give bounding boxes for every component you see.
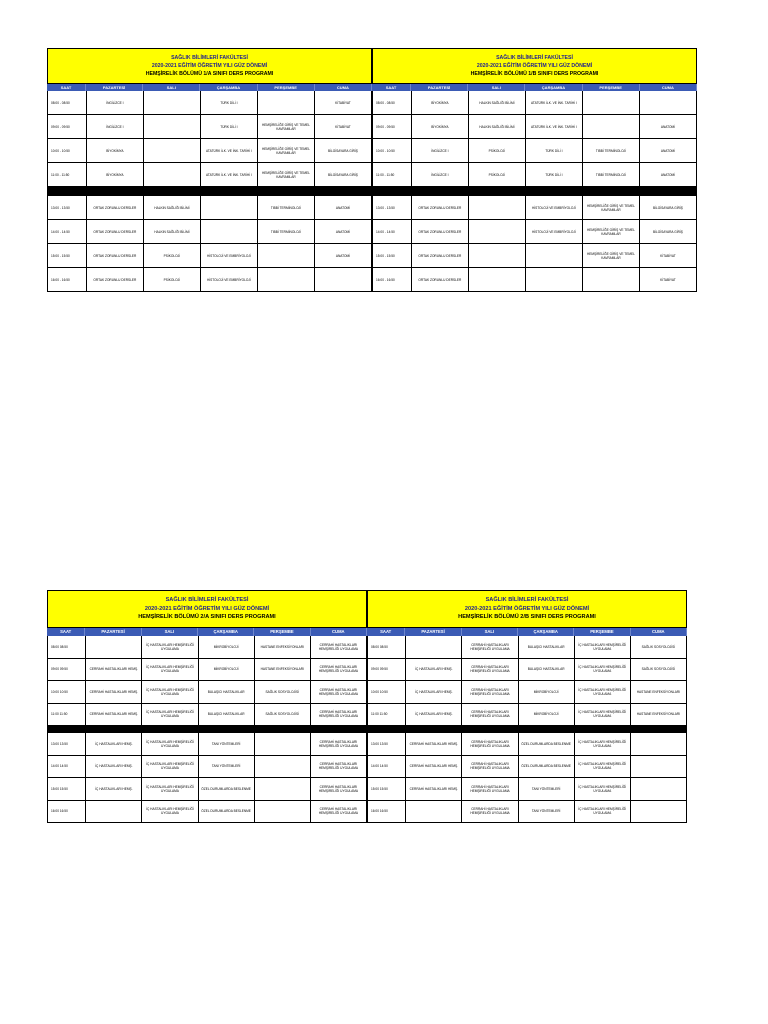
course-cell: ORTAK ZORUNLU DERSLER: [412, 268, 469, 291]
table-row: [48, 778, 367, 801]
course-cell: ORTAK ZORUNLU DERSLER: [87, 196, 144, 219]
column-header: PAZARTESİ: [411, 84, 468, 91]
course-cell: CERRAHİ HASTALIKLARI HEMŞİRELİĞİ UYGULAMA: [462, 704, 518, 726]
course-cell: TANI YÖNTEMLERİ: [519, 778, 575, 800]
course-cell: ORTAK ZORUNLU DERSLER: [412, 220, 469, 243]
course-cell: TANI YÖNTEMLERİ: [199, 733, 255, 755]
course-cell: CERRAHİ HASTALIKLARI HEMŞ.: [86, 659, 142, 681]
time-cell: 08:00 08:50: [368, 636, 406, 658]
table-row: [368, 733, 687, 756]
time-cell: 11:00 11:50: [368, 704, 406, 726]
table-row: [368, 636, 687, 659]
timetable-grid: [47, 636, 367, 823]
column-header-row: [367, 628, 687, 636]
table-row: [368, 756, 687, 779]
time-cell: 15:00 15:50: [368, 778, 406, 800]
course-cell: BULAŞICI HASTALIKLAR: [519, 636, 575, 658]
schedule-header: [47, 48, 372, 84]
schedule-header: [47, 590, 367, 628]
course-cell: BİYOKİMYA: [412, 91, 469, 114]
column-header: ÇARŞAMBA: [200, 84, 257, 91]
course-cell: BİYOKİMYA: [87, 139, 144, 162]
course-cell: PSİKOLOJİ: [144, 268, 201, 291]
time-cell: 09:00 - 09:50: [48, 115, 87, 138]
term-title: 2020-2021 EĞİTİM ÖĞRETİM YILI GÜZ DÖNEMİ: [151, 63, 268, 69]
course-cell: HİSTOLOJİ VE EMBRİYOLOJİ: [201, 244, 258, 267]
table-row: [48, 163, 372, 187]
course-cell: BULAŞICI HASTALIKLAR: [199, 704, 255, 726]
course-cell: İÇ HASTALIKLARI HEMŞİRELİĞİ UYGULAMA: [575, 756, 631, 778]
table-row: [48, 636, 367, 659]
course-cell: MİKROBİYOLOJİ: [199, 636, 255, 658]
course-cell: İNGİLİZCE I: [87, 91, 144, 114]
course-cell: [315, 268, 372, 291]
course-cell: CERRAHİ HASTALIKLARI HEMŞİRELİĞİ UYGULAMA: [311, 778, 367, 800]
time-cell: 14:00 14:50: [48, 756, 86, 778]
course-cell: ATATÜRK İLK. VE İNK. TARİHİ I: [201, 139, 258, 162]
course-cell: MİKROBİYOLOJİ: [519, 681, 575, 703]
column-header: PERŞEMBE: [574, 628, 630, 636]
column-header: CUMA: [311, 628, 367, 636]
course-cell: İÇ HASTALIKLARI HEMŞİRELİĞİ UYGULAMA: [142, 756, 198, 778]
column-header: PERŞEMBE: [583, 84, 640, 91]
table-row: [373, 163, 697, 187]
table-row: [368, 659, 687, 682]
time-cell: 15:00 15:50: [48, 778, 86, 800]
course-cell: PSİKOLOJİ: [144, 244, 201, 267]
course-cell: [631, 733, 687, 755]
course-cell: SAĞLIK SOSYOLOJİSİ: [631, 659, 687, 681]
course-cell: HEMŞİRELİĞE GİRİŞ VE TEMEL KAVRAMLAR: [583, 220, 640, 243]
course-cell: CERRAHİ HASTALIKLARI HEMŞ.: [86, 681, 142, 703]
table-row: [48, 115, 372, 139]
course-cell: HASTANE ENFEKSİYONLARI: [631, 681, 687, 703]
course-cell: [406, 801, 462, 823]
course-cell: TIBBİ TERMİNOLOJİ: [258, 220, 315, 243]
course-cell: ORTAK ZORUNLU DERSLER: [87, 244, 144, 267]
course-cell: CERRAHİ HASTALIKLARI HEMŞİRELİĞİ UYGULAMA: [311, 681, 367, 703]
column-header: PAZARTESİ: [85, 628, 141, 636]
course-cell: İÇ HASTALIKLARI HEMŞ.: [86, 756, 142, 778]
timetable-grid: [372, 91, 697, 292]
schedule-header: [372, 48, 697, 84]
course-cell: ANATOMİ: [315, 196, 372, 219]
course-cell: [640, 91, 697, 114]
course-cell: ÖZEL DURUMLARDA BESLENME: [199, 778, 255, 800]
table-row: [48, 220, 372, 244]
course-cell: [631, 778, 687, 800]
course-cell: HASTANE ENFEKSİYONLARI: [255, 636, 311, 658]
course-cell: TÜRK DİLİ I: [201, 115, 258, 138]
course-cell: CERRAHİ HASTALIKLARI HEMŞİRELİĞİ UYGULAMA: [311, 636, 367, 658]
table-row: [373, 244, 697, 268]
course-cell: CERRAHİ HASTALIKLARI HEMŞ.: [406, 756, 462, 778]
course-cell: [144, 91, 201, 114]
faculty-title: SAĞLIK BİLİMLERİ FAKÜLTESİ: [496, 55, 573, 61]
table-row: [48, 704, 367, 727]
course-cell: ATATÜRK İLK. VE İNK. TARİHİ I: [526, 91, 583, 114]
course-cell: İÇ HASTALIKLARI HEMŞİRELİĞİ UYGULAMA: [142, 778, 198, 800]
course-cell: [144, 139, 201, 162]
table-row: [368, 778, 687, 801]
table-row: [48, 681, 367, 704]
column-header: SAAT: [367, 628, 405, 636]
course-cell: İÇ HASTALIKLARI HEMŞİRELİĞİ UYGULAMA: [575, 733, 631, 755]
course-cell: ANATOMİ: [315, 244, 372, 267]
column-header: PERŞEMBE: [254, 628, 310, 636]
course-cell: CERRAHİ HASTALIKLARI HEMŞ.: [86, 704, 142, 726]
term-title: 2020-2021 EĞİTİM ÖĞRETİM YILI GÜZ DÖNEMİ: [464, 605, 590, 612]
column-header: SAAT: [372, 84, 411, 91]
course-cell: [255, 756, 311, 778]
time-cell: 13:00 13:50: [48, 733, 86, 755]
column-header: ÇARŞAMBA: [198, 628, 254, 636]
course-cell: HALKIN SAĞLIĞI BİLİMİ: [469, 91, 526, 114]
course-cell: İÇ HASTALIKLARI HEMŞİRELİĞİ UYGULAMA: [575, 704, 631, 726]
table-row: [48, 196, 372, 220]
course-cell: CERRAHİ HASTALIKLARI HEMŞİRELİĞİ UYGULAMA: [311, 756, 367, 778]
course-cell: [258, 244, 315, 267]
time-cell: 14:00 14:50: [368, 756, 406, 778]
course-cell: BİLGİSAYARA GİRİŞ: [640, 196, 697, 219]
course-cell: [469, 196, 526, 219]
schedule-1a: [47, 48, 372, 292]
course-cell: İÇ HASTALIKLARI HEMŞİRELİĞİ UYGULAMA: [142, 801, 198, 823]
course-cell: HİSTOLOJİ VE EMBRİYOLOJİ: [526, 220, 583, 243]
course-cell: [258, 268, 315, 291]
course-cell: BULAŞICI HASTALIKLAR: [519, 659, 575, 681]
course-cell: [469, 268, 526, 291]
course-cell: ANATOMİ: [640, 115, 697, 138]
course-cell: PSİKOLOJİ: [469, 139, 526, 162]
table-row: [48, 756, 367, 779]
column-header: SAAT: [47, 84, 86, 91]
column-header-row: [372, 84, 697, 91]
time-cell: 16:00 16:50: [48, 801, 86, 823]
course-cell: İÇ HASTALIKLARI HEMŞ.: [406, 681, 462, 703]
course-cell: [526, 244, 583, 267]
course-cell: İÇ HASTALIKLARI HEMŞİRELİĞİ UYGULAMA: [575, 778, 631, 800]
term-title: 2020-2021 EĞİTİM ÖĞRETİM YILI GÜZ DÖNEMİ: [144, 605, 270, 612]
schedule-header: [367, 590, 687, 628]
course-cell: [86, 801, 142, 823]
time-cell: 09:00 09:50: [48, 659, 86, 681]
course-cell: KİTABİYAT: [315, 115, 372, 138]
time-cell: 16:00 - 16:50: [373, 268, 412, 291]
course-cell: TANI YÖNTEMLERİ: [199, 756, 255, 778]
course-cell: ORTAK ZORUNLU DERSLER: [412, 244, 469, 267]
program-title: HEMŞİRELİK BÖLÜMÜ 2/B SINIFI DERS PROGRAMI: [458, 614, 596, 621]
course-cell: [583, 91, 640, 114]
course-cell: TÜRK DİLİ I: [201, 91, 258, 114]
course-cell: SAĞLIK SOSYOLOJİSİ: [255, 681, 311, 703]
course-cell: HALKIN SAĞLIĞI BİLİMİ: [144, 196, 201, 219]
column-header: SALI: [142, 628, 198, 636]
time-cell: 15:00 - 15:50: [48, 244, 87, 267]
time-cell: 13:00 - 13:50: [373, 196, 412, 219]
faculty-title: SAĞLIK BİLİMLERİ FAKÜLTESİ: [171, 55, 248, 61]
course-cell: ATATÜRK İLK. VE İNK. TARİHİ I: [201, 163, 258, 186]
course-cell: İNGİLİZCE I: [412, 163, 469, 186]
time-cell: 13:00 13:50: [368, 733, 406, 755]
course-cell: CERRAHİ HASTALIKLARI HEMŞ.: [406, 733, 462, 755]
course-cell: HİSTOLOJİ VE EMBRİYOLOJİ: [526, 196, 583, 219]
course-cell: [86, 636, 142, 658]
time-cell: 16:00 16:50: [368, 801, 406, 823]
course-cell: İÇ HASTALIKLARI HEMŞİRELİĞİ UYGULAMA: [142, 636, 198, 658]
course-cell: MİKROBİYOLOJİ: [199, 659, 255, 681]
course-cell: [144, 115, 201, 138]
course-cell: [469, 244, 526, 267]
course-cell: ANATOMİ: [315, 220, 372, 243]
course-cell: ORTAK ZORUNLU DERSLER: [87, 220, 144, 243]
course-cell: CERRAHİ HASTALIKLARI HEMŞİRELİĞİ UYGULAMA: [462, 756, 518, 778]
column-header: SALI: [143, 84, 200, 91]
course-cell: CERRAHİ HASTALIKLARI HEMŞİRELİĞİ UYGULAMA: [462, 659, 518, 681]
course-cell: HALKIN SAĞLIĞI BİLİMİ: [469, 115, 526, 138]
course-cell: BİLGİSAYARA GİRİŞ: [315, 139, 372, 162]
course-cell: İÇ HASTALIKLARI HEMŞİRELİĞİ UYGULAMA: [142, 681, 198, 703]
course-cell: ORTAK ZORUNLU DERSLER: [87, 268, 144, 291]
course-cell: BİLGİSAYARA GİRİŞ: [315, 163, 372, 186]
schedule-1b: [372, 48, 697, 292]
course-cell: KİTABİYAT: [315, 91, 372, 114]
course-cell: İÇ HASTALIKLARI HEMŞİRELİĞİ UYGULAMA: [142, 659, 198, 681]
course-cell: CERRAHİ HASTALIKLARI HEMŞİRELİĞİ UYGULAMA: [462, 801, 518, 823]
course-cell: CERRAHİ HASTALIKLARI HEMŞİRELİĞİ UYGULAMA: [311, 659, 367, 681]
column-header: SALI: [462, 628, 518, 636]
course-cell: HEMŞİRELİĞE GİRİŞ VE TEMEL KAVRAMLAR: [583, 196, 640, 219]
table-row: [48, 139, 372, 163]
course-cell: BİYOKİMYA: [87, 163, 144, 186]
course-cell: CERRAHİ HASTALIKLARI HEMŞİRELİĞİ UYGULAMA: [311, 733, 367, 755]
course-cell: HİSTOLOJİ VE EMBRİYOLOJİ: [201, 268, 258, 291]
course-cell: [255, 778, 311, 800]
time-cell: 14:00 - 14:50: [373, 220, 412, 243]
column-header: PAZARTESİ: [405, 628, 461, 636]
table-row: [373, 91, 697, 115]
column-header: PAZARTESİ: [86, 84, 143, 91]
time-cell: 11:00 - 11:50: [373, 163, 412, 186]
term-title: 2020-2021 EĞİTİM ÖĞRETİM YILI GÜZ DÖNEMİ: [476, 63, 593, 69]
course-cell: CERRAHİ HASTALIKLARI HEMŞİRELİĞİ UYGULAMA: [462, 733, 518, 755]
lunch-break-bar: [373, 187, 697, 196]
lunch-break-bar: [48, 726, 367, 733]
table-row: [48, 733, 367, 756]
course-cell: HEMŞİRELİĞE GİRİŞ VE TEMEL KAVRAMLAR: [258, 139, 315, 162]
table-row: [368, 801, 687, 824]
column-header: SAAT: [47, 628, 85, 636]
course-cell: BİYOKİMYA: [412, 115, 469, 138]
course-cell: BİLGİSAYARA GİRİŞ: [640, 220, 697, 243]
course-cell: [255, 801, 311, 823]
column-header-row: [47, 84, 372, 91]
program-title: HEMŞİRELİK BÖLÜMÜ 2/A SINIFI DERS PROGRAMI: [138, 614, 276, 621]
table-row: [48, 268, 372, 292]
course-cell: BULAŞICI HASTALIKLAR: [199, 681, 255, 703]
course-cell: İÇ HASTALIKLARI HEMŞ.: [86, 778, 142, 800]
course-cell: CERRAHİ HASTALIKLARI HEMŞİRELİĞİ UYGULAMA: [311, 704, 367, 726]
column-header: ÇARŞAMBA: [525, 84, 582, 91]
course-cell: [201, 196, 258, 219]
course-cell: ATATÜRK İLK. VE İNK. TARİHİ I: [526, 115, 583, 138]
time-cell: 09:00 - 09:50: [373, 115, 412, 138]
course-cell: TÜRK DİLİ I: [526, 139, 583, 162]
schedule-2b: [367, 590, 687, 823]
course-cell: İÇ HASTALIKLARI HEMŞİRELİĞİ UYGULAMA: [142, 704, 198, 726]
course-cell: CERRAHİ HASTALIKLARI HEMŞ.: [406, 778, 462, 800]
column-header: PERŞEMBE: [258, 84, 315, 91]
course-cell: İÇ HASTALIKLARI HEMŞİRELİĞİ UYGULAMA: [575, 681, 631, 703]
table-row: [373, 196, 697, 220]
table-row: [48, 244, 372, 268]
course-cell: HEMŞİRELİĞE GİRİŞ VE TEMEL KAVRAMLAR: [583, 244, 640, 267]
course-cell: İÇ HASTALIKLARI HEMŞİRELİĞİ UYGULAMA: [575, 659, 631, 681]
course-cell: HALKIN SAĞLIĞI BİLİMİ: [144, 220, 201, 243]
course-cell: CERRAHİ HASTALIKLARI HEMŞİRELİĞİ UYGULAMA: [311, 801, 367, 823]
course-cell: [631, 801, 687, 823]
course-cell: ÖZEL DURUMLARDA BESLENME: [519, 733, 575, 755]
course-cell: CERRAHİ HASTALIKLARI HEMŞİRELİĞİ UYGULAMA: [462, 636, 518, 658]
faculty-title: SAĞLIK BİLİMLERİ FAKÜLTESİ: [165, 597, 249, 604]
course-cell: [583, 268, 640, 291]
column-header: CUMA: [315, 84, 372, 91]
schedule-2a: [47, 590, 367, 823]
course-cell: ÖZEL DURUMLARDA BESLENME: [199, 801, 255, 823]
time-cell: 09:00 09:50: [368, 659, 406, 681]
course-cell: TIBBİ TERMİNOLOJİ: [258, 196, 315, 219]
course-cell: ÖZEL DURUMLARDA BESLENME: [519, 756, 575, 778]
time-cell: 13:00 - 13:50: [48, 196, 87, 219]
time-cell: 08:00 08:50: [48, 636, 86, 658]
course-cell: HASTANE ENFEKSİYONLARI: [255, 659, 311, 681]
course-cell: İÇ HASTALIKLARI HEMŞİRELİĞİ UYGULAMA: [575, 636, 631, 658]
program-title: HEMŞİRELİK BÖLÜMÜ 1/B SINIFI DERS PROGRAMI: [470, 71, 599, 77]
timetable-grid: [367, 636, 687, 823]
table-row: [373, 268, 697, 292]
course-cell: [144, 163, 201, 186]
table-row: [48, 659, 367, 682]
table-row: [373, 139, 697, 163]
faculty-title: SAĞLIK BİLİMLERİ FAKÜLTESİ: [485, 597, 569, 604]
course-cell: İNGİLİZCE I: [412, 139, 469, 162]
table-row: [368, 681, 687, 704]
schedule-row-2: [47, 590, 687, 823]
column-header: CUMA: [640, 84, 697, 91]
course-cell: [201, 220, 258, 243]
course-cell: [583, 115, 640, 138]
course-cell: İÇ HASTALIKLARI HEMŞ.: [406, 704, 462, 726]
course-cell: İÇ HASTALIKLARI HEMŞİRELİĞİ UYGULAMA: [142, 733, 198, 755]
course-cell: ANATOMİ: [640, 163, 697, 186]
lunch-break-bar: [48, 187, 372, 196]
column-header: SALI: [468, 84, 525, 91]
time-cell: 16:00 - 16:50: [48, 268, 87, 291]
table-row: [48, 801, 367, 824]
course-cell: [526, 268, 583, 291]
course-cell: HEMŞİRELİĞE GİRİŞ VE TEMEL KAVRAMLAR: [258, 163, 315, 186]
course-cell: İNGİLİZCE I: [87, 115, 144, 138]
time-cell: 14:00 - 14:50: [48, 220, 87, 243]
course-cell: TIBBİ TERMİNOLOJİ: [583, 163, 640, 186]
course-cell: CERRAHİ HASTALIKLARI HEMŞİRELİĞİ UYGULAMA: [462, 681, 518, 703]
course-cell: KİTABİYAT: [640, 268, 697, 291]
course-cell: [469, 220, 526, 243]
time-cell: 10:00 - 10:50: [48, 139, 87, 162]
course-cell: SAĞLIK SOSYOLOJİSİ: [255, 704, 311, 726]
time-cell: 08:00 - 08:50: [48, 91, 87, 114]
course-cell: SAĞLIK SOSYOLOJİSİ: [631, 636, 687, 658]
course-cell: HEMŞİRELİĞE GİRİŞ VE TEMEL KAVRAMLAR: [258, 115, 315, 138]
course-cell: [406, 636, 462, 658]
course-cell: CERRAHİ HASTALIKLARI HEMŞİRELİĞİ UYGULAMA: [462, 778, 518, 800]
course-cell: KİTABİYAT: [640, 244, 697, 267]
column-header-row: [47, 628, 367, 636]
column-header: ÇARŞAMBA: [518, 628, 574, 636]
course-cell: PSİKOLOJİ: [469, 163, 526, 186]
column-header: CUMA: [631, 628, 687, 636]
course-cell: [255, 733, 311, 755]
course-cell: İÇ HASTALIKLARI HEMŞİRELİĞİ UYGULAMA: [575, 801, 631, 823]
time-cell: 10:00 - 10:50: [373, 139, 412, 162]
time-cell: 10:00 10:50: [48, 681, 86, 703]
course-cell: MİKROBİYOLOJİ: [519, 704, 575, 726]
course-cell: HASTANE ENFEKSİYONLARI: [631, 704, 687, 726]
course-cell: [258, 91, 315, 114]
time-cell: 08:00 - 08:50: [373, 91, 412, 114]
course-cell: İÇ HASTALIKLARI HEMŞ.: [86, 733, 142, 755]
course-cell: ORTAK ZORUNLU DERSLER: [412, 196, 469, 219]
course-cell: TÜRK DİLİ I: [526, 163, 583, 186]
table-row: [373, 220, 697, 244]
time-cell: 15:00 - 15:50: [373, 244, 412, 267]
course-cell: ANATOMİ: [640, 139, 697, 162]
course-cell: İÇ HASTALIKLARI HEMŞ.: [406, 659, 462, 681]
timetable-grid: [47, 91, 372, 292]
course-cell: [631, 756, 687, 778]
program-title: HEMŞİRELİK BÖLÜMÜ 1/A SINIFI DERS PROGRAMI: [145, 71, 274, 77]
time-cell: 11:00 - 11:50: [48, 163, 87, 186]
table-row: [373, 115, 697, 139]
lunch-break-bar: [368, 726, 687, 733]
schedule-row-1: [47, 48, 697, 292]
time-cell: 10:00 10:50: [368, 681, 406, 703]
course-cell: TIBBİ TERMİNOLOJİ: [583, 139, 640, 162]
table-row: [48, 91, 372, 115]
course-cell: TANI YÖNTEMLERİ: [519, 801, 575, 823]
time-cell: 11:00 11:50: [48, 704, 86, 726]
table-row: [368, 704, 687, 727]
